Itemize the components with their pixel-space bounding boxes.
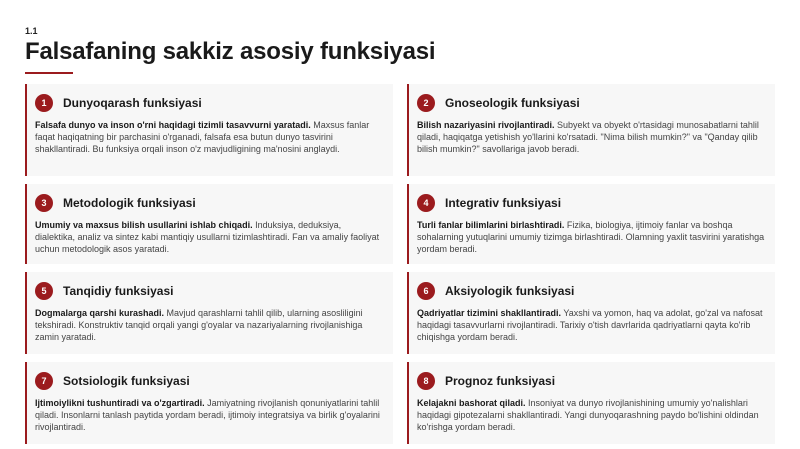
card-title: Prognoz funksiyasi [445,374,556,388]
card-description [417,397,765,433]
function-card-axiological [407,272,775,354]
card-lead: Turli fanlar bilimlarini birlashtiradi. [417,220,565,230]
card-title: Metodologik funksiyasi [63,196,196,210]
card-lead: Ijtimoiylikni tushuntiradi va o'zgartiradi. [35,398,205,408]
number-badge: 6 [417,282,435,300]
number-badge: 2 [417,94,435,112]
number-badge: 1 [35,94,53,112]
function-card-critical [25,272,393,354]
card-text: Insoniyat va dunyo rivojlanishining umumiy yo'nalishlari haqidagi gipotezalarni shakllantiradi. Yangi dunyoqarashning paydo bo'lishini oldindan ko'rishga yordam beradi. [417,398,759,432]
card-lead: Qadriyatlar tizimini shakllantiradi. [417,308,562,318]
number-badge: 7 [35,372,53,390]
function-card-integrative [407,184,775,264]
function-card-gnoseological [407,84,775,176]
number-badge: 3 [35,194,53,212]
card-lead: Bilish nazariyasini rivojlantiradi. [417,120,555,130]
card-description [35,219,383,255]
card-text: Fizika, biologiya, ijtimoiy fanlar va boshqa sohalarning yutuqlarini umumiy tizimga birlashtiradi. Olamning yaxlit tasvirini yaratishga yordam beradi. [417,220,765,254]
number-badge: 8 [417,372,435,390]
function-card-sociological [25,362,393,444]
card-description [35,119,383,155]
card-lead: Kelajakni bashorat qiladi. [417,398,526,408]
number-badge: 5 [35,282,53,300]
card-text: Mavjud qarashlarni tahlil qilib, ularning asosliligini tekshiradi. Konstruktiv tanqid orqali yangi g'oyalar va nazariyalarning rivojlanishiga zamin yaratadi. [35,308,363,342]
card-title: Tanqidiy funksiyasi [63,284,174,298]
card-title: Gnoseologik funksiyasi [445,96,580,110]
card-title: Sotsiologik funksiyasi [63,374,190,388]
card-lead: Dogmalarga qarshi kurashadi. [35,308,165,318]
function-card-prognostic [407,362,775,444]
card-title: Aksiyologik funksiyasi [445,284,575,298]
card-text: Jamiyatning rivojlanish qonuniyatlarini tahlil qiladi. Insonlarni tanlash paytida yordam beradi, ijtimoiy integratsiya va birlik g'oyalarini rivojlantiradi. [35,398,380,432]
card-title: Dunyoqarash funksiyasi [63,96,202,110]
card-description [35,307,383,343]
title-underline [25,72,73,74]
card-description [417,307,765,343]
card-title: Integrativ funksiyasi [445,196,562,210]
section-number: 1.1 [25,26,38,36]
card-description [417,119,765,155]
page-title: Falsafaning sakkiz asosiy funksiyasi [25,38,436,65]
function-card-worldview [25,84,393,176]
card-description [417,219,765,255]
card-text: Maxsus fanlar faqat haqiqatning bir parchasini o'rganadi, falsafa esa butun dunyo tasvirini shakllantiradi. Bu funksiya orqali inson o'z mavjudligining ma'nosini anglaydi. [35,120,370,154]
card-description [35,397,383,433]
card-text: Yaxshi va yomon, haq va adolat, go'zal va nafosat haqidagi tasavvurlarni rivojlantiradi. Tarixiy o'tish davrlarida qadriyatlarni qayta ko'rib chiqishga yordam beradi. [417,308,763,342]
number-badge: 4 [417,194,435,212]
card-text: Subyekt va obyekt o'rtasidagi munosabatlarni tahlil qiladi, haqiqatga yetishish yo'llarini ko'rsatadi. "Nima bilish mumkin?" va "Qanday qilib bilish mumkin?" savollariga javob beradi. [417,120,759,154]
functions-grid [25,84,775,444]
card-text: Induksiya, deduksiya, dialektika, analiz va sintez kabi mantiqiy usullarni tizimlashtiradi. Fan va amaliy faoliyat uchun metodologik asos yaratadi. [35,220,380,254]
card-lead: Falsafa dunyo va inson o'rni haqidagi tizimli tasavvurni yaratadi. [35,120,311,130]
function-card-methodological [25,184,393,264]
card-lead: Umumiy va maxsus bilish usullarini ishlab chiqadi. [35,220,253,230]
